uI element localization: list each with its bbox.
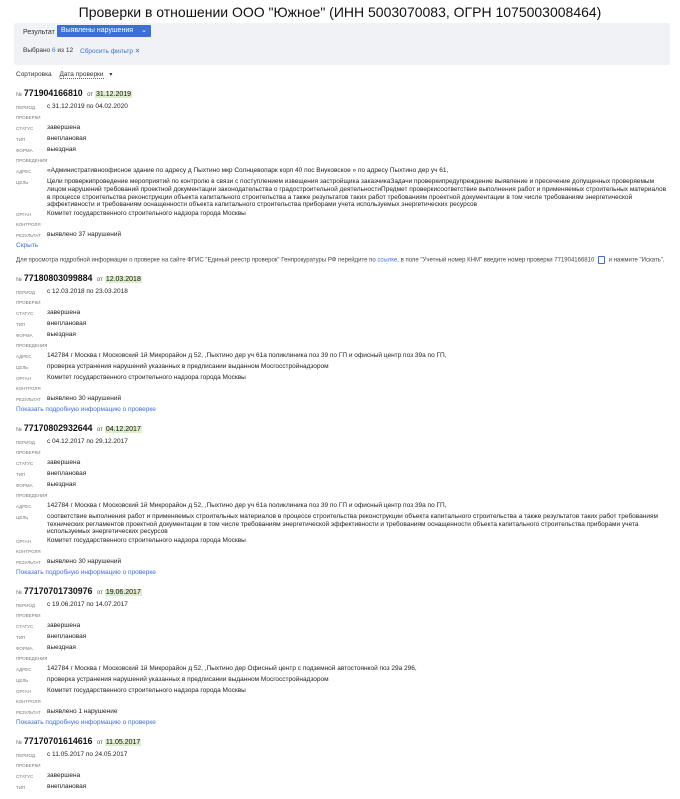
result-filter-value: Выявлены нарушения — [61, 27, 134, 34]
check-header: № 771904166810 от 31.12.2019 — [16, 88, 132, 98]
check-date: 11.05.2017 — [105, 739, 141, 747]
check-address: 142784 г Москва г Московский 1й Микрорайон д 52, ,Пыхтино дер Офисный центр с подземной автостоянкой поз 29а 296, — [47, 665, 417, 673]
check-header: № 77170701730976 от 19.06.2017 — [16, 586, 141, 597]
check-result: выявлено 30 нарушений — [47, 394, 122, 402]
copy-icon[interactable] — [598, 256, 605, 264]
check-item: № 77180803099884 от 12.03.2018 ПЕРИОД ПРОВЕРКИ с 12.03.2018 по 23.03.2018 СТАТУС завершена ТИП внеплановая ФОРМА ПРОВЕДЕНИЯ выездная АДРЕС 142784 г Москва г Московский 1й Микрорайон д 52, ,Пыхтино дер уч 61а поликлиника поз 39 по ГП и офисный центр поз 39а по ГП, ЦЕЛЬ проверка устранения нарушений указанных в предписании выданном Мосгосстройнадзором ОРГАН КОНТРОЛЯ Комитет государственного строительного надзора города Москвы РЕЗУЛЬТАТ выявлено 30 нарушений Показать подробную информацию о проверке — [16, 271, 671, 415]
show-details-link[interactable]: Показать подробную информацию о проверке — [16, 569, 156, 577]
check-org: Комитет государственного строительного надзора города Москвы — [47, 210, 246, 218]
sort-by-date-button[interactable]: Дата проверки — [59, 71, 104, 78]
check-item: № 771904166810 от 31.12.2019 ПЕРИОД ПРОВЕРКИ с 31.12.2019 по 04.02.2020 СТАТУС завершена ТИП внеплановая ФОРМА ПРОВЕДЕНИЯ выездная АДРЕС «Административноофисное здание по адресу д Пыхтино мкр Солнцевопарк корп 40 пос Внуковское » по адресу Пыхтино дер уч 61, ЦЕЛЬ Цели проверкипроведение мероприятий по контролю в связи с поступлением извещения застройщика заказчикаЗадачи проверкипредупреждение выявление и пресечение допущенных проверяемым лицом нарушений требований проектной документации законодательства о градостроительной деятельностиПредмет проверкисоответствие выполнения работ и применяемых строительных материалов в процессе строительства реконструкции объекта капитального строительства а также результатов таких работ требованиям проектной документации в том числе требованиям энергетической эффективности и требованиям оснащенности объекта капитального строительства приборами учета используемых энергетических ресурсов ОРГАН КОНТРОЛЯ Комитет государственного строительного надзора города Москвы РЕЗУЛЬТАТ выявлено 37 нарушений Скрыть Для просмотра подробной информации о проверке на сайте ФГИС "Единый реестр проверок" Генпрокуратуры РФ перейдите по ссылке, в поле "Учетный номер КНМ" введите номер проверки 771904166810 и нажмите "Искать". — [16, 86, 671, 265]
result-filter-label: Результат — [23, 29, 55, 36]
check-period: с 11.05.2017 по 24.05.2017 — [47, 751, 128, 759]
check-date: 12.03.2018 — [105, 275, 141, 283]
checks-list — [16, 86, 671, 799]
check-form: выездная — [47, 480, 76, 488]
check-address: 142784 г Москва г Московский 1й Микрорайон д 52, ,Пыхтино дер уч 61а поликлиника поз 39 по ГП и офисный центр поз 39а по ГП, — [47, 501, 447, 509]
check-goal: проверка устранения нарушений указанных в предписании выданном Мосгосстройнадзором — [47, 362, 329, 370]
chevron-down-icon: ⌄ — [141, 27, 147, 34]
reset-filter-link[interactable]: Сбросить фильтр ✕ — [80, 48, 141, 55]
check-org: Комитет государственного строительного надзора города Москвы — [47, 687, 246, 695]
check-period: с 12.03.2018 по 23.03.2018 — [47, 287, 128, 295]
check-type: внеплановая — [47, 783, 87, 791]
check-number: 77170701730976 — [23, 586, 93, 597]
check-form: выездная — [47, 330, 76, 338]
check-number: 77170701614616 — [23, 736, 93, 747]
registry-note: Для просмотра подробной информации о проверке на сайте ФГИС "Единый реестр проверок" Генпрокуратуры РФ перейдите по ссылке, в поле "Учетный номер КНМ" введите номер проверки 771904166810 и нажмите "Искать". — [16, 257, 665, 264]
check-address: «Административноофисное здание по адресу д Пыхтино мкр Солнцевопарк корп 40 пос Внуковское » по адресу Пыхтино дер уч 61, — [47, 167, 449, 174]
check-type: внеплановая — [47, 633, 87, 641]
check-goal: проверка устранения нарушений указанных в предписании выданном Мосгосстройнадзором — [47, 676, 329, 684]
check-org: Комитет государственного строительного надзора города Москвы — [47, 537, 246, 545]
check-item: № 77170701730976 от 19.06.2017 ПЕРИОД ПРОВЕРКИ с 19.06.2017 по 14.07.2017 СТАТУС завершена ТИП внеплановая ФОРМА ПРОВЕДЕНИЯ выездная АДРЕС 142784 г Москва г Московский 1й Микрорайон д 52, ,Пыхтино дер Офисный центр с подземной автостоянкой поз 29а 296, ЦЕЛЬ проверка устранения нарушений указанных в предписании выданном Мосгосстройнадзором ОРГАН КОНТРОЛЯ Комитет государственного строительного надзора города Москвы РЕЗУЛЬТАТ выявлено 1 нарушение Показать подробную информацию о проверке — [16, 584, 671, 728]
check-header: № 77170701614616 от 11.05.2017 — [16, 736, 141, 747]
check-status: завершена — [47, 772, 81, 780]
check-number: 77180803099884 — [23, 272, 93, 283]
check-period: с 31.12.2019 по 04.02.2020 — [47, 103, 128, 110]
check-date: 04.12.2017 — [105, 425, 141, 433]
check-goal: Цели проверкипроведение мероприятий по контролю в связи с поступлением извещения застройщика заказчикаЗадачи проверкипредупреждение выявление и пресечение допущенных проверяемым лицом нарушений требований проектной документации законодательства о градостроительной деятельностиПредмет проверкисоответствие выполнения работ и применяемых строительных материалов в процессе строительства реконструкции объекта капитального строительства а также результатов таких работ требованиям проектной документации в том числе требованиям энергетической эффективности и требованиям оснащенности объекта капитального строительства приборами учета используемых энергетических ресурсов — [47, 178, 667, 209]
sort-label: Сортировка — [16, 71, 52, 78]
show-details-link[interactable]: Показать подробную информацию о проверке — [16, 405, 156, 413]
check-item: № 77170802932644 от 04.12.2017 ПЕРИОД ПРОВЕРКИ с 04.12.2017 по 29.12.2017 СТАТУС завершена ТИП внеплановая ФОРМА ПРОВЕДЕНИЯ выездная АДРЕС 142784 г Москва г Московский 1й Микрорайон д 52, ,Пыхтино дер уч 61а поликлиника поз 39 по ГП и офисный центр поз 39а по ГП, ЦЕЛЬ соответствие выполнения работ и применяемых строительных материалов в процессе строительства реконструкции объекта капитального строительства а также результатов таких работ требованиям технических регламентов проектной документации в том числе требованиям энергетической эффективности и требованиям оснащенности объекта капитального строительства приборами учета используемых энергетических ресурсов ОРГАН КОНТРОЛЯ Комитет государственного строительного надзора города Москвы РЕЗУЛЬТАТ выявлено 30 нарушений Показать подробную информацию о проверке — [16, 421, 671, 578]
check-form: выездная — [47, 644, 76, 652]
selected-count: Выбрано 6 из 12 — [23, 47, 74, 54]
filter-panel — [14, 23, 670, 65]
check-item: № 77170701614616 от 11.05.2017 ПЕРИОД ПРОВЕРКИ с 11.05.2017 по 24.05.2017 СТАТУС завершена ТИП внеплановая — [16, 734, 671, 793]
page-title: Проверки в отношении ООО "Южное" (ИНН 5003070083, ОГРН 1075003008464) — [78, 4, 602, 20]
sort-row — [16, 71, 112, 78]
check-status: завершена — [47, 622, 81, 630]
check-date: 19.06.2017 — [105, 589, 141, 597]
check-header: № 77180803099884 от 12.03.2018 — [16, 272, 141, 283]
hide-details-link[interactable]: Скрыть — [16, 242, 39, 250]
check-date: 31.12.2019 — [96, 91, 132, 98]
show-details-link[interactable]: Показать подробную информацию о проверке — [16, 719, 156, 727]
selected-count-number: 6 — [51, 47, 56, 54]
check-address: 142784 г Москва г Московский 1й Микрорайон д 52, ,Пыхтино дер уч 61а поликлиника поз 39 по ГП и офисный центр поз 39а по ГП, — [47, 351, 447, 359]
sort-arrow-icon: ▾ — [109, 72, 113, 78]
check-type: внеплановая — [47, 469, 87, 477]
check-header: № 77170802932644 от 04.12.2017 — [16, 422, 141, 433]
check-result: выявлено 37 нарушений — [47, 231, 122, 239]
check-result: выявлено 30 нарушений — [47, 558, 122, 566]
check-org: Комитет государственного строительного надзора города Москвы — [47, 373, 246, 381]
check-period: с 04.12.2017 по 29.12.2017 — [47, 437, 128, 445]
check-status: завершена — [47, 308, 81, 316]
check-type: внеплановая — [47, 319, 87, 327]
check-type: внеплановая — [47, 135, 87, 142]
check-form: выездная — [47, 146, 76, 153]
check-number: 771904166810 — [23, 88, 83, 98]
check-status: завершена — [47, 124, 81, 131]
check-number: 77170802932644 — [23, 422, 93, 433]
registry-link[interactable]: ссылке — [377, 257, 398, 264]
check-period: с 19.06.2017 по 14.07.2017 — [47, 601, 128, 609]
check-goal: соответствие выполнения работ и применяемых строительных материалов в процессе строительства реконструкции объекта капитального строительства а также результатов таких работ требованиям технических регламентов проектной документации в том числе требованиям энергетической эффективности и требованиям оснащенности объекта капитального строительства приборами учета используемых энергетических ресурсов — [47, 512, 658, 536]
result-filter-select[interactable] — [57, 25, 151, 37]
check-status: завершена — [47, 458, 81, 466]
check-result: выявлено 1 нарушение — [47, 708, 118, 716]
